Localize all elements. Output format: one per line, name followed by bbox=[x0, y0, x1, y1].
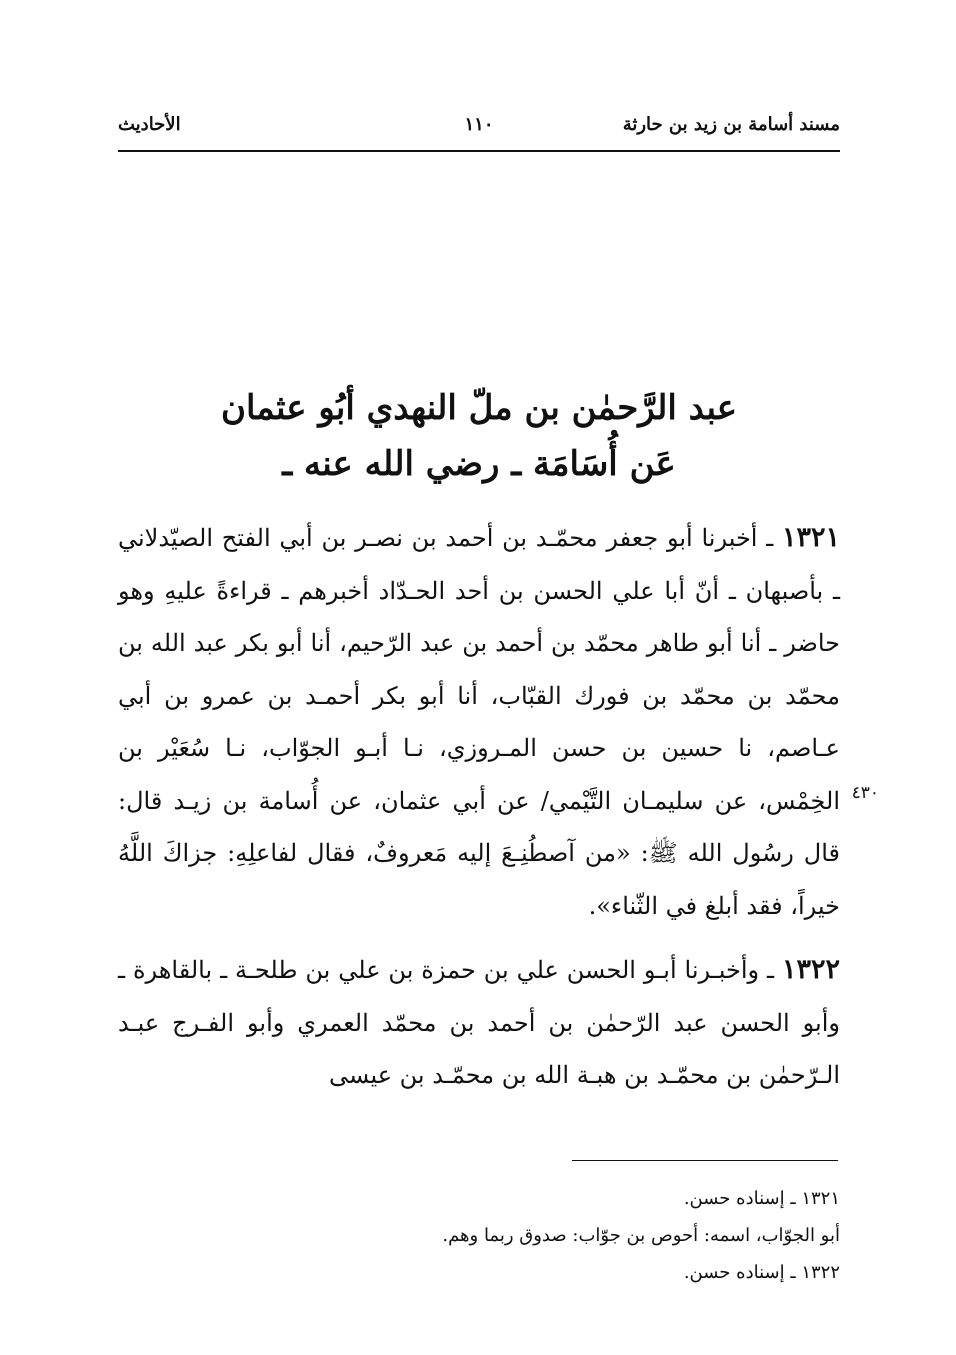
footnote-rule bbox=[572, 1160, 838, 1161]
running-head-section: الأحاديث bbox=[118, 114, 181, 135]
hadith-text: ـ وأخبـرنا أبـو الحسن علي بن حمزة بن علي بن طلحـة ـ بالقاهرة ـ وأبو الحسن عبد الرّحمٰن بن أحمد بن محمّد العمري وأبو الفـرج عبـد الـرّحمٰن بن محمّـد بن هبـة الله بن محمّـد بن عيسى bbox=[118, 956, 840, 1089]
hadith-paragraph bbox=[118, 512, 840, 932]
chapter-title bbox=[118, 380, 840, 492]
hadith-body bbox=[118, 512, 840, 1102]
chapter-title-line-2: عَن أُسَامَة ـ رضي الله عنه ـ bbox=[282, 444, 676, 484]
hadith-text: ـ أخبرنا أبو جعفر محمّـد بن أحمد بن نصـر بن أبي الفتح الصيّدلاني ـ بأصبهان ـ أنّ أبا علي الحسن بن أحد الحـدّاد أخبرهم ـ قراءةً عليهِ وهو حاضر ـ أنا أبو طاهر محمّد بن أحمد بن عبد الرّحيم، أنا أبو بكر عبد الله بن محمّد بن محمّد بن فورك القبّاب، أنا أبو بكر أحمـد بن عمرو بن أبي عـاصم، نا حسين بن حسن المـروزي، نـا أبـو الجوّاب، نـا سُعَيْر بن الخِمْس، عن سليمـان التَّيْمي/ عن أبي عثمان، عن أُسامة بن زيـد قال: قال رسُول الله ﷺ: «من آصطُنِـعَ إليه مَعروفٌ، فقال لفاعلِهِ: جزاكَ اللَّهُ خيراً، فقد أبلغ في الثّناء». bbox=[118, 524, 841, 920]
hadith-paragraph bbox=[118, 944, 840, 1102]
footnote-line: أبو الجوّاب، اسمه: أحوص بن جوّاب: صدوق ربما وهم. bbox=[442, 1225, 840, 1246]
chapter-title-line-1: عبد الرَّحمٰن بن ملّ النهدي أبُو عثمان bbox=[220, 388, 738, 428]
footnote-line: ١٣٢٢ ـ إسناده حسن. bbox=[683, 1262, 840, 1283]
running-head bbox=[118, 114, 840, 146]
footnote-line: ١٣٢١ ـ إسناده حسن. bbox=[683, 1188, 840, 1209]
running-head-book-title: مسند أسامة بن زيد بن حارثة bbox=[622, 114, 840, 135]
page-number: ١١٠ bbox=[464, 114, 494, 135]
hadith-number: ١٣٢٢ bbox=[781, 954, 840, 985]
hadith-number: ١٣٢١ bbox=[781, 522, 840, 553]
footnotes bbox=[240, 1180, 840, 1291]
header-rule bbox=[118, 150, 840, 152]
manuscript-folio-marker: ٤٣٠ bbox=[851, 783, 879, 803]
